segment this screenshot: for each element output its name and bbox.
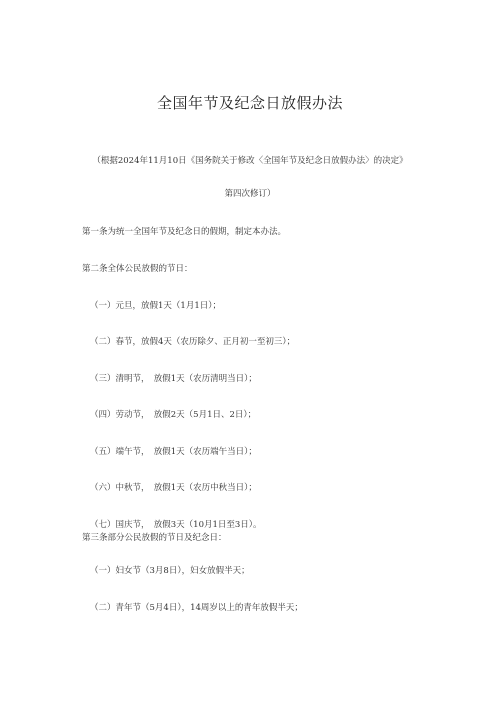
holiday-item-qingming: （三）清明节， 放假1天（农历清明当日）； bbox=[90, 374, 257, 384]
partial-holiday-youth-day: （二）青年节（5月4日），14周岁以上的青年放假半天； bbox=[90, 603, 303, 613]
holiday-item-spring-festival: （二）春节，放假4天（农历除夕、正月初一至初三）； bbox=[90, 337, 296, 347]
article-1: 第一条为统一全国年节及纪念日的假期，制定本办法。 bbox=[82, 227, 287, 237]
partial-holiday-womens-day: （一）妇女节（3月8日），妇女放假半天； bbox=[90, 566, 250, 576]
holiday-item-mid-autumn: （六）中秋节， 放假1天（农历中秋当日）； bbox=[90, 483, 257, 493]
holiday-item-dragon-boat: （五）端午节， 放假1天（农历端午当日）； bbox=[90, 447, 257, 457]
holiday-item-new-year: （一）元旦，放假1天（1月1日）； bbox=[90, 301, 221, 311]
document-title: 全国年节及纪念日放假办法 bbox=[156, 94, 343, 112]
holiday-item-labor-day: （四）劳动节， 放假2天（5月1日、2日）； bbox=[90, 410, 257, 420]
article-2: 第二条全体公民放假的节日： bbox=[82, 264, 193, 274]
subtitle-line-1: （根据2024年11月10日《国务院关于修改〈全国年节及纪念日放假办法〉的决定》 bbox=[92, 156, 408, 166]
article-3: 第三条部分公民放假的节日及纪念日： bbox=[82, 533, 227, 543]
holiday-item-national-day: （七）国庆节， 放假3天（10月1日至3日）。 bbox=[90, 520, 262, 530]
subtitle-line-2: 第四次修订） bbox=[224, 189, 276, 199]
